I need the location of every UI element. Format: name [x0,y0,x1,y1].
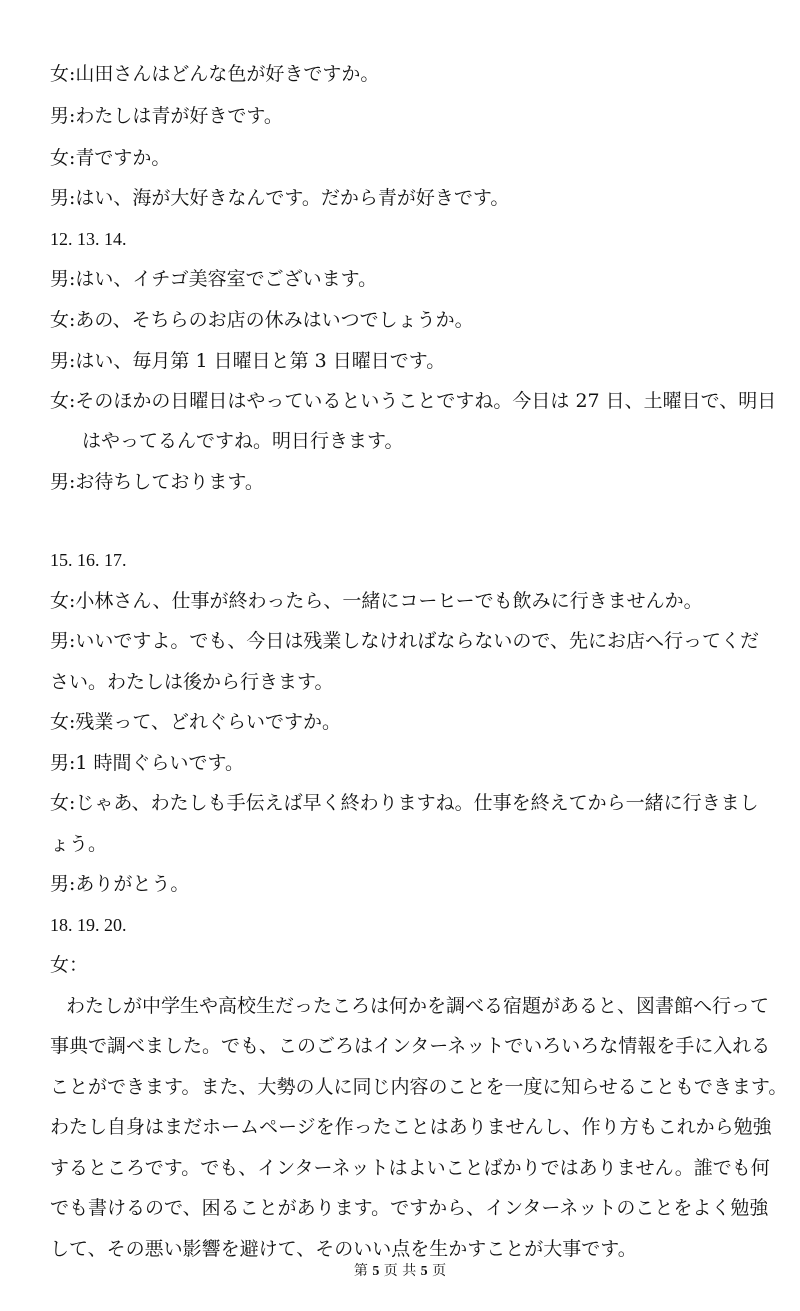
dialogue-line: 女:小林さん、仕事が終わったら、一緒にコーヒーでも飲みに行きませんか。 [50,590,703,612]
monologue-line: するところです。でも、インターネットはよいことばかりではありません。誰でも何 [50,1157,770,1179]
dialogue-line-continued: さい。わたしは後から行きます。 [50,671,334,693]
dialogue-line: 男:はい、海が大好きなんです。だから青が好きです。 [50,187,510,209]
dialogue-line: 女:じゃあ、わたしも手伝えば早く終わりますね。仕事を終えてから一緒に行きまし [50,792,759,814]
dialogue-line: 男:いいですよ。でも、今日は残業しなければならないので、先にお店へ行ってくだ [50,630,760,652]
dialogue-line: 男:ありがとう。 [50,873,190,895]
page-footer [0,1262,800,1281]
footer-prefix: 第 [353,1263,368,1279]
dialogue-line: 女:あの、そちらのお店の休みはいつでしょうか。 [50,309,474,331]
dialogue-line: 男:1 時間ぐらいです。 [50,752,245,774]
monologue-line: 事典で調べました。でも、このごろはインターネットでいろいろな情報を手に入れる [50,1035,771,1057]
question-numbers: 15. 16. 17. [50,550,127,570]
dialogue-line-continued: はやってるんですね。明日行きます。 [82,430,404,452]
footer-page-number: 5 [372,1264,380,1279]
footer-suffix: 页 [432,1263,447,1279]
monologue-line: でも書けるので、困ることがあります。ですから、インターネットのことをよく勉強 [50,1197,769,1219]
dialogue-line: 女:山田さんはどんな色が好きですか。 [50,63,380,85]
monologue-line: ことができます。また、大勢の人に同じ内容のことを一度に知らせることもできます。 [50,1076,788,1098]
dialogue-line: 女:青ですか。 [50,147,171,169]
footer-total-pages: 5 [420,1264,428,1279]
dialogue-line: 女:残業って、どれぐらいですか。 [50,711,342,733]
dialogue-line: 男:はい、イチゴ美容室でございます。 [50,268,378,290]
monologue-line: して、その悪い影響を避けて、そのいい点を生かすことが大事です。 [50,1238,637,1260]
monologue-line: わたし自身はまだホームページを作ったことはありませんし、作り方もこれから勉強 [50,1116,772,1138]
monologue-line: わたしが中学生や高校生だったころは何かを調べる宿題があると、図書館へ行って [66,995,770,1017]
dialogue-line: 女:そのほかの日曜日はやっているということですね。今日は 27 日、土曜日で、明日 [50,390,777,412]
speaker-label: 女： [50,954,89,976]
dialogue-line-continued: ょう。 [50,833,108,855]
dialogue-line: 男:お待ちしております。 [50,471,264,493]
question-numbers: 12. 13. 14. [50,229,127,249]
footer-middle: 页 共 [383,1263,417,1279]
question-numbers: 18. 19. 20. [50,915,127,935]
dialogue-line: 男:はい、毎月第 1 日曜日と第 3 日曜日です。 [50,350,446,372]
dialogue-line: 男:わたしは青が好きです。 [50,105,283,127]
